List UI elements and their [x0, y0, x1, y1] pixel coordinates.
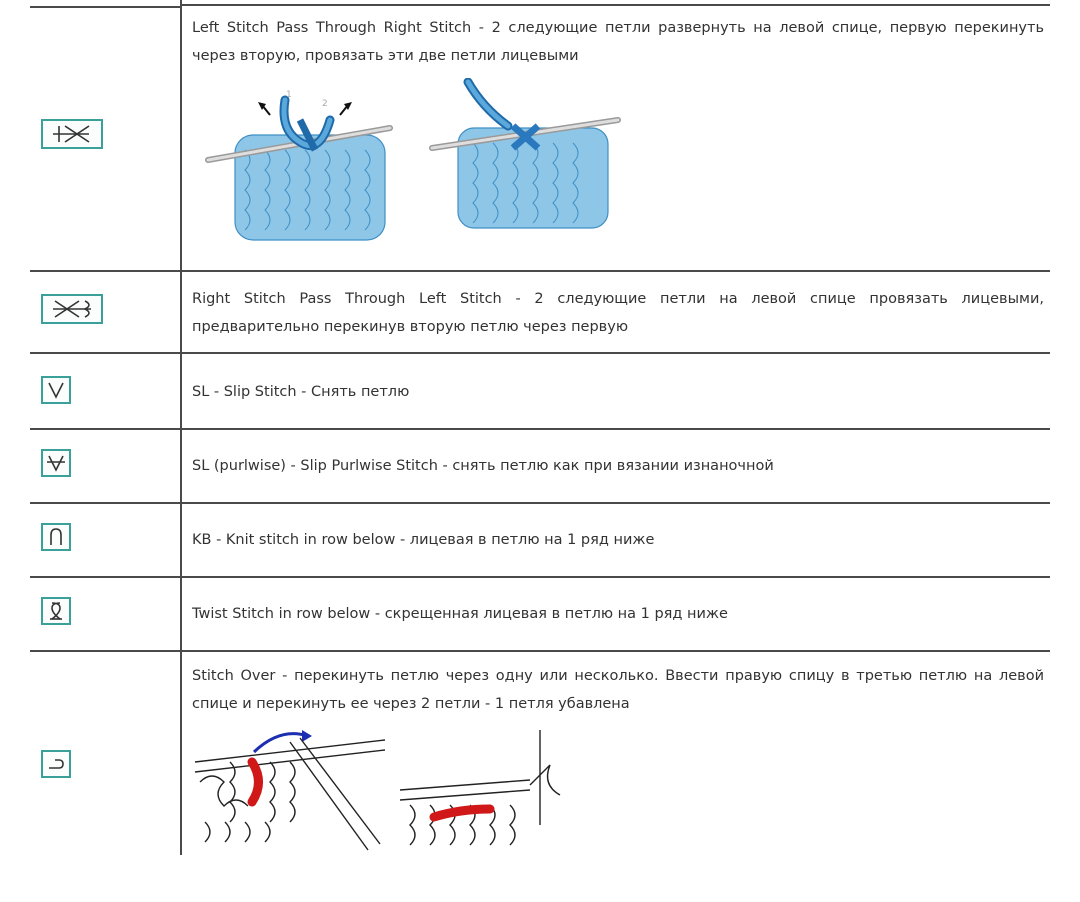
- row-divider-1: [30, 270, 1050, 272]
- row-divider-5: [30, 576, 1050, 578]
- left-stitch-pass-symbol-icon: [41, 119, 103, 149]
- row-divider-6: [30, 650, 1050, 652]
- row-divider-4: [30, 502, 1050, 504]
- knit-below-symbol-icon: [41, 523, 71, 551]
- row-3-description: SL - Slip Stitch - Снять петлю: [192, 384, 410, 400]
- slip-stitch-symbol-icon: [41, 376, 71, 404]
- row-divider-3: [30, 428, 1050, 430]
- row-4-description: SL (purlwise) - Slip Purlwise Stitch - снять петлю как при вязании изнаночной: [192, 458, 774, 474]
- right-stitch-pass-symbol-icon: [41, 294, 103, 324]
- stitch-over-symbol-icon: [41, 750, 71, 778]
- row-divider-2: [30, 352, 1050, 354]
- left-stitch-pass-illustration-2: [428, 78, 628, 238]
- row-1-description: Left Stitch Pass Through Right Stitch - 2 следующие петли развернуть на левой спице, первую перекинуть через вторую, провязать эти две петли лицевыми: [192, 20, 1044, 64]
- row-6-description: Twist Stitch in row below - скрещенная лицевая в петлю на 1 ряд ниже: [192, 606, 728, 622]
- svg-text:2: 2: [322, 99, 328, 109]
- twist-below-symbol-icon: [41, 597, 71, 625]
- left-stitch-pass-illustration-1: [200, 80, 410, 250]
- row-5-description: KB - Knit stitch in row below - лицевая в петлю на 1 ряд ниже: [192, 532, 655, 548]
- row-2-description: Right Stitch Pass Through Left Stitch - 2 следующие петли на левой спице провязать лицевыми, предварительно перекинув вторую петлю через первую: [192, 291, 1044, 335]
- slip-purlwise-symbol-icon: [41, 449, 71, 477]
- stitch-over-illustration-1: [190, 722, 390, 855]
- table-top-rule-left: [30, 6, 180, 8]
- row-7-description: Stitch Over - перекинуть петлю через одну или несколько. Ввести правую спицу в третью петлю на левой спице и перекинуть ее через 2 петли - 1 петля убавлена: [192, 668, 1044, 712]
- svg-text:1: 1: [286, 90, 292, 100]
- table-top-rule-right: [182, 4, 1050, 6]
- stitch-over-illustration-2: [390, 725, 570, 855]
